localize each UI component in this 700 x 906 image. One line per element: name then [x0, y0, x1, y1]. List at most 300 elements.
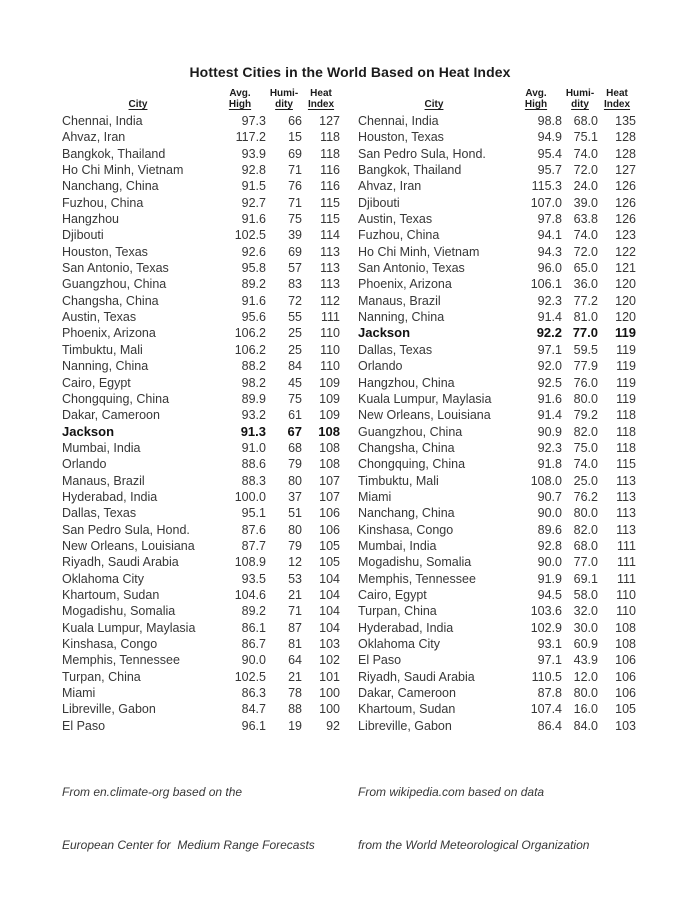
humidity-cell: 25: [288, 326, 302, 341]
heat-index-cell: 109: [319, 391, 340, 406]
city-cell: Austin, Texas: [358, 212, 433, 227]
city-cell: Nanning, China: [62, 359, 149, 374]
heat-index-cell: 100: [319, 702, 340, 717]
column-header-heat-index: Heat Index: [603, 88, 631, 110]
avg-high-cell: 102.9: [530, 620, 562, 635]
avg-high-cell: 98.2: [241, 375, 266, 390]
table-row: [358, 701, 636, 717]
city-cell: Dakar, Cameroon: [62, 408, 160, 423]
humidity-cell: 67: [287, 423, 302, 439]
humidity-cell: 60.9: [573, 637, 598, 651]
avg-high-cell: 92.6: [241, 244, 266, 259]
avg-high-cell: 89.2: [241, 277, 266, 292]
humidity-cell: 81.0: [573, 310, 598, 325]
city-cell: Ahvaz, Iran: [358, 179, 422, 194]
heat-index-cell: 111: [616, 555, 636, 570]
table-row: [62, 669, 340, 685]
table-row: [62, 358, 340, 374]
avg-high-cell: 90.7: [537, 489, 562, 504]
avg-high-cell: 89.6: [537, 522, 562, 537]
city-cell: Phoenix, Arizona: [358, 277, 452, 292]
heat-index-cell: 108: [615, 620, 636, 635]
table-row: [358, 440, 636, 456]
heat-index-cell: 126: [615, 212, 636, 227]
table-row: [62, 701, 340, 717]
table-row: [358, 587, 636, 603]
city-cell: Mumbai, India: [62, 440, 141, 455]
city-cell: Dakar, Cameroon: [358, 686, 456, 701]
heat-index-cell: 110: [320, 326, 340, 341]
table-row: [358, 113, 636, 129]
column-header-avg-high: Avg. High: [524, 88, 548, 110]
table-row: [358, 669, 636, 685]
city-cell: Kinshasa, Congo: [358, 522, 454, 537]
heat-index-cell: 113: [616, 506, 636, 521]
heat-index-cell: 116: [320, 163, 340, 178]
heat-index-cell: 92: [326, 718, 340, 733]
table-row: [358, 571, 636, 587]
humidity-cell: 71: [288, 604, 302, 619]
heat-index-cell: 107: [319, 489, 340, 504]
humidity-cell: 81: [288, 637, 302, 651]
heat-index-cell: 114: [320, 228, 340, 243]
avg-high-cell: 98.8: [537, 114, 562, 128]
avg-high-cell: 100.0: [234, 489, 266, 504]
humidity-cell: 88: [288, 702, 302, 717]
table-row: [358, 473, 636, 489]
city-cell: San Pedro Sula, Hond.: [358, 146, 486, 161]
table-row: [62, 293, 340, 309]
humidity-cell: 12: [288, 555, 302, 570]
heat-index-cell: 111: [616, 538, 636, 553]
heat-index-cell: 119: [616, 359, 636, 374]
table-body-left: [62, 113, 340, 734]
humidity-cell: 21: [288, 669, 302, 684]
table-row: [358, 342, 636, 358]
table-row: [358, 554, 636, 570]
avg-high-cell: 95.1: [241, 506, 266, 521]
heat-index-cell: 104: [319, 620, 340, 635]
avg-high-cell: 93.1: [537, 637, 562, 651]
heat-index-cell: 106: [319, 506, 340, 521]
heat-index-cell: 119: [616, 391, 636, 406]
avg-high-cell: 94.5: [537, 587, 562, 602]
table-header-row: [62, 88, 340, 110]
humidity-cell: 78: [288, 686, 302, 701]
heat-index-cell: 111: [616, 571, 636, 586]
table-row: [62, 375, 340, 391]
heat-index-cell: 115: [320, 195, 340, 210]
column-header-heat-index: Heat Index: [307, 88, 335, 110]
heat-index-cell: 122: [615, 244, 636, 259]
city-cell: Chongquing, China: [358, 457, 466, 472]
avg-high-cell: 91.8: [537, 457, 562, 472]
humidity-cell: 25.0: [573, 473, 598, 488]
city-cell: Hangzhou: [62, 212, 119, 227]
humidity-cell: 84: [288, 359, 302, 374]
city-cell: Phoenix, Arizona: [62, 326, 156, 341]
table-body-right: [358, 113, 636, 734]
avg-high-cell: 90.9: [537, 424, 562, 439]
table-row: [62, 129, 340, 145]
city-cell: Changsha, China: [358, 440, 455, 455]
humidity-cell: 51: [288, 506, 302, 521]
avg-high-cell: 92.0: [537, 359, 562, 374]
avg-high-cell: 110.5: [531, 669, 562, 684]
city-cell: Riyadh, Saudi Arabia: [358, 669, 475, 684]
heat-index-cell: 110: [320, 342, 340, 357]
humidity-cell: 72: [288, 293, 302, 308]
city-cell: Nanchang, China: [62, 179, 159, 194]
avg-high-cell: 90.0: [537, 506, 562, 521]
humidity-cell: 82.0: [573, 424, 598, 439]
table-row: [358, 603, 636, 619]
city-cell: Kinshasa, Congo: [62, 637, 158, 651]
heat-index-cell: 108: [615, 637, 636, 651]
avg-high-cell: 86.3: [241, 686, 266, 701]
humidity-cell: 80.0: [573, 506, 598, 521]
humidity-cell: 36.0: [573, 277, 598, 292]
avg-high-cell: 97.3: [241, 114, 266, 128]
city-cell: Nanchang, China: [358, 506, 455, 521]
city-cell: Chongquing, China: [62, 391, 170, 406]
table-row: [62, 685, 340, 701]
city-cell: Chennai, India: [62, 114, 143, 128]
heat-index-cell: 101: [319, 669, 340, 684]
avg-high-cell: 103.6: [530, 604, 562, 619]
avg-high-cell: 95.6: [241, 310, 266, 325]
city-cell: Khartoum, Sudan: [62, 587, 160, 602]
avg-high-cell: 96.1: [241, 718, 266, 733]
avg-high-cell: 86.4: [537, 718, 562, 733]
table-row: [358, 293, 636, 309]
table-row: [358, 620, 636, 636]
avg-high-cell: 92.3: [537, 440, 562, 455]
avg-high-cell: 87.6: [241, 522, 266, 537]
humidity-cell: 61: [288, 408, 302, 423]
city-cell: Dallas, Texas: [358, 342, 433, 357]
city-cell: Oklahoma City: [358, 637, 440, 651]
city-cell: Memphis, Tennessee: [358, 571, 476, 586]
humidity-cell: 19: [288, 718, 302, 733]
avg-high-cell: 92.8: [241, 163, 266, 178]
city-cell: Miami: [358, 489, 392, 504]
humidity-cell: 68.0: [573, 538, 598, 553]
humidity-cell: 84.0: [573, 718, 598, 733]
table-row: [358, 276, 636, 292]
table-header-row: [358, 88, 636, 110]
table-row: [62, 603, 340, 619]
table-row: [62, 342, 340, 358]
avg-high-cell: 97.1: [537, 342, 562, 357]
city-cell: Jackson: [62, 423, 115, 439]
table-row: [62, 538, 340, 554]
avg-high-cell: 102.5: [234, 228, 266, 243]
city-cell: Fuzhou, China: [62, 195, 144, 210]
column-header-humidity: Humi- dity: [565, 88, 595, 110]
table-row: [358, 489, 636, 505]
table-row: [62, 587, 340, 603]
humidity-cell: 80: [288, 522, 302, 537]
humidity-cell: 77.0: [572, 325, 598, 341]
city-cell: Dallas, Texas: [62, 506, 137, 521]
city-cell: Libreville, Gabon: [358, 718, 452, 733]
city-cell: Libreville, Gabon: [62, 702, 156, 717]
table-row: [358, 195, 636, 211]
city-cell: Turpan, China: [358, 604, 437, 619]
table-row: [62, 162, 340, 178]
avg-high-cell: 115.3: [531, 179, 562, 194]
avg-high-cell: 102.5: [234, 669, 266, 684]
table-row: [358, 227, 636, 243]
humidity-cell: 55: [288, 310, 302, 325]
heat-index-cell: 115: [320, 212, 340, 227]
heat-index-cell: 105: [615, 702, 636, 717]
avg-high-cell: 87.8: [537, 686, 562, 701]
humidity-cell: 80: [288, 473, 302, 488]
avg-high-cell: 91.9: [537, 571, 562, 586]
table-row: [62, 391, 340, 407]
heat-index-cell: 109: [319, 375, 340, 390]
table-row: [62, 636, 340, 652]
heat-index-cell: 120: [615, 277, 636, 292]
city-cell: Kuala Lumpur, Maylasia: [358, 391, 492, 406]
humidity-cell: 45: [288, 375, 302, 390]
table-row: [62, 260, 340, 276]
table-row: [62, 227, 340, 243]
humidity-cell: 83: [288, 277, 302, 292]
heat-index-cell: 106: [615, 653, 636, 668]
avg-high-cell: 93.9: [241, 146, 266, 161]
avg-high-cell: 92.2: [536, 325, 562, 341]
avg-high-cell: 91.3: [240, 423, 266, 439]
table-row: [62, 325, 340, 341]
table-row: [62, 718, 340, 734]
heat-index-cell: 119: [615, 325, 636, 341]
heat-index-cell: 109: [319, 408, 340, 423]
heat-index-cell: 104: [319, 604, 340, 619]
table-row: [358, 162, 636, 178]
table-row: [62, 407, 340, 423]
table-row: [358, 178, 636, 194]
heat-index-cell: 105: [319, 555, 340, 570]
humidity-cell: 71: [288, 195, 302, 210]
avg-high-cell: 84.7: [241, 702, 266, 717]
humidity-cell: 76.0: [573, 375, 598, 390]
avg-high-cell: 91.6: [537, 391, 562, 406]
humidity-cell: 39.0: [573, 195, 598, 210]
heat-index-cell: 112: [320, 293, 340, 308]
city-cell: Orlando: [62, 457, 107, 472]
avg-high-cell: 95.7: [537, 163, 562, 178]
heat-index-cell: 126: [615, 179, 636, 194]
table-row: [62, 309, 340, 325]
city-cell: El Paso: [358, 653, 402, 668]
heat-index-cell: 119: [616, 375, 636, 390]
humidity-cell: 39: [288, 228, 302, 243]
table-row: [358, 538, 636, 554]
city-cell: Bangkok, Thailand: [358, 163, 462, 178]
city-cell: Jackson: [358, 325, 411, 341]
heat-index-cell: 104: [319, 571, 340, 586]
table-row: [62, 440, 340, 456]
table-row: [358, 244, 636, 260]
city-cell: Miami: [62, 686, 96, 701]
heat-index-table-right: [358, 88, 636, 889]
avg-high-cell: 96.0: [537, 261, 562, 276]
table-row: [358, 505, 636, 521]
avg-high-cell: 94.1: [537, 228, 562, 243]
city-cell: Mogadishu, Somalia: [62, 604, 176, 619]
heat-index-cell: 127: [615, 163, 636, 178]
avg-high-cell: 106.1: [530, 277, 562, 292]
table-row: [358, 424, 636, 440]
avg-high-cell: 91.4: [537, 408, 562, 423]
humidity-cell: 43.9: [573, 653, 598, 668]
table-row: [358, 309, 636, 325]
avg-high-cell: 92.7: [241, 195, 266, 210]
humidity-cell: 74.0: [573, 228, 598, 243]
heat-index-cell: 108: [318, 423, 340, 439]
humidity-cell: 72.0: [573, 244, 598, 259]
city-cell: Hangzhou, China: [358, 375, 455, 390]
table-row: [62, 489, 340, 505]
source-note-left: From en.climate-org based on the European Center for Medium Range Forecasts: [62, 785, 315, 852]
city-cell: Mumbai, India: [358, 538, 437, 553]
humidity-cell: 74.0: [573, 457, 598, 472]
table-row: [358, 325, 636, 341]
humidity-cell: 77.9: [573, 359, 598, 374]
table-row: [358, 129, 636, 145]
heat-index-cell: 108: [319, 457, 340, 472]
avg-high-cell: 93.2: [241, 408, 266, 423]
city-cell: Houston, Texas: [62, 244, 148, 259]
heat-index-cell: 103: [319, 637, 340, 651]
avg-high-cell: 88.6: [241, 457, 266, 472]
column-header-avg-high: Avg. High: [228, 88, 252, 110]
avg-high-cell: 95.8: [241, 261, 266, 276]
humidity-cell: 58.0: [573, 587, 598, 602]
humidity-cell: 75.1: [573, 130, 598, 145]
city-cell: Djibouti: [62, 228, 104, 243]
table-row: [62, 652, 340, 668]
avg-high-cell: 106.2: [234, 326, 266, 341]
humidity-cell: 82.0: [573, 522, 598, 537]
avg-high-cell: 95.4: [537, 146, 562, 161]
avg-high-cell: 107.4: [530, 702, 562, 717]
heat-index-cell: 113: [320, 261, 340, 276]
city-cell: Chennai, India: [358, 114, 439, 128]
city-cell: Changsha, China: [62, 293, 159, 308]
city-cell: Ho Chi Minh, Vietnam: [358, 244, 480, 259]
heat-index-cell: 110: [616, 587, 636, 602]
humidity-cell: 79: [288, 538, 302, 553]
city-cell: San Pedro Sula, Hond.: [62, 522, 190, 537]
avg-high-cell: 106.2: [234, 342, 266, 357]
heat-index-cell: 126: [615, 195, 636, 210]
humidity-cell: 65.0: [573, 261, 598, 276]
city-cell: Ho Chi Minh, Vietnam: [62, 163, 184, 178]
heat-index-cell: 135: [615, 114, 636, 128]
avg-high-cell: 90.0: [241, 653, 266, 668]
avg-high-cell: 88.3: [241, 473, 266, 488]
heat-index-cell: 118: [320, 146, 340, 161]
heat-index-cell: 111: [320, 310, 340, 325]
humidity-cell: 21: [288, 587, 302, 602]
heat-index-cell: 118: [616, 424, 636, 439]
avg-high-cell: 90.0: [537, 555, 562, 570]
table-row: [358, 522, 636, 538]
heat-index-cell: 119: [616, 342, 636, 357]
city-cell: Kuala Lumpur, Maylasia: [62, 620, 196, 635]
humidity-cell: 69: [288, 146, 302, 161]
heat-index-cell: 106: [615, 669, 636, 684]
avg-high-cell: 97.8: [537, 212, 562, 227]
heat-index-cell: 127: [319, 114, 340, 128]
avg-high-cell: 89.9: [241, 391, 266, 406]
heat-index-cell: 105: [319, 538, 340, 553]
heat-index-cell: 118: [616, 440, 636, 455]
avg-high-cell: 91.0: [241, 440, 266, 455]
humidity-cell: 69: [288, 244, 302, 259]
humidity-cell: 72.0: [573, 163, 598, 178]
heat-index-cell: 128: [615, 146, 636, 161]
heat-index-cell: 121: [615, 261, 636, 276]
humidity-cell: 71: [288, 163, 302, 178]
table-row: [62, 456, 340, 472]
city-cell: Hyderabad, India: [62, 489, 158, 504]
table-row: [62, 620, 340, 636]
humidity-cell: 25: [288, 342, 302, 357]
heat-index-cell: 118: [616, 408, 636, 423]
humidity-cell: 79.2: [573, 408, 598, 423]
tables-container: [0, 88, 700, 889]
city-cell: Riyadh, Saudi Arabia: [62, 555, 179, 570]
table-row: [62, 473, 340, 489]
table-row: [62, 276, 340, 292]
city-cell: Cairo, Egypt: [62, 375, 131, 390]
avg-high-cell: 86.7: [241, 637, 266, 651]
city-cell: Timbuktu, Mali: [62, 342, 143, 357]
table-row: [358, 407, 636, 423]
table-row: [62, 146, 340, 162]
city-cell: Guangzhou, China: [358, 424, 463, 439]
heat-index-cell: 116: [320, 179, 340, 194]
city-cell: Cairo, Egypt: [358, 587, 427, 602]
avg-high-cell: 91.6: [241, 212, 266, 227]
avg-high-cell: 91.6: [241, 293, 266, 308]
table-row: [62, 505, 340, 521]
heat-index-cell: 120: [615, 293, 636, 308]
heat-index-cell: 123: [615, 228, 636, 243]
avg-high-cell: 108.9: [234, 555, 266, 570]
heat-index-cell: 128: [615, 130, 636, 145]
city-cell: San Antonio, Texas: [62, 261, 169, 276]
humidity-cell: 66: [288, 114, 302, 128]
heat-index-cell: 110: [616, 604, 636, 619]
humidity-cell: 80.0: [573, 391, 598, 406]
heat-index-cell: 100: [319, 686, 340, 701]
table-row: [358, 211, 636, 227]
humidity-cell: 76: [288, 179, 302, 194]
heat-index-cell: 118: [320, 130, 340, 145]
humidity-cell: 77.2: [573, 293, 598, 308]
heat-index-cell: 113: [320, 277, 340, 292]
column-header-humidity: Humi- dity: [269, 88, 299, 110]
column-header-city: City: [128, 99, 148, 110]
humidity-cell: 74.0: [573, 146, 598, 161]
heat-index-cell: 115: [616, 457, 636, 472]
